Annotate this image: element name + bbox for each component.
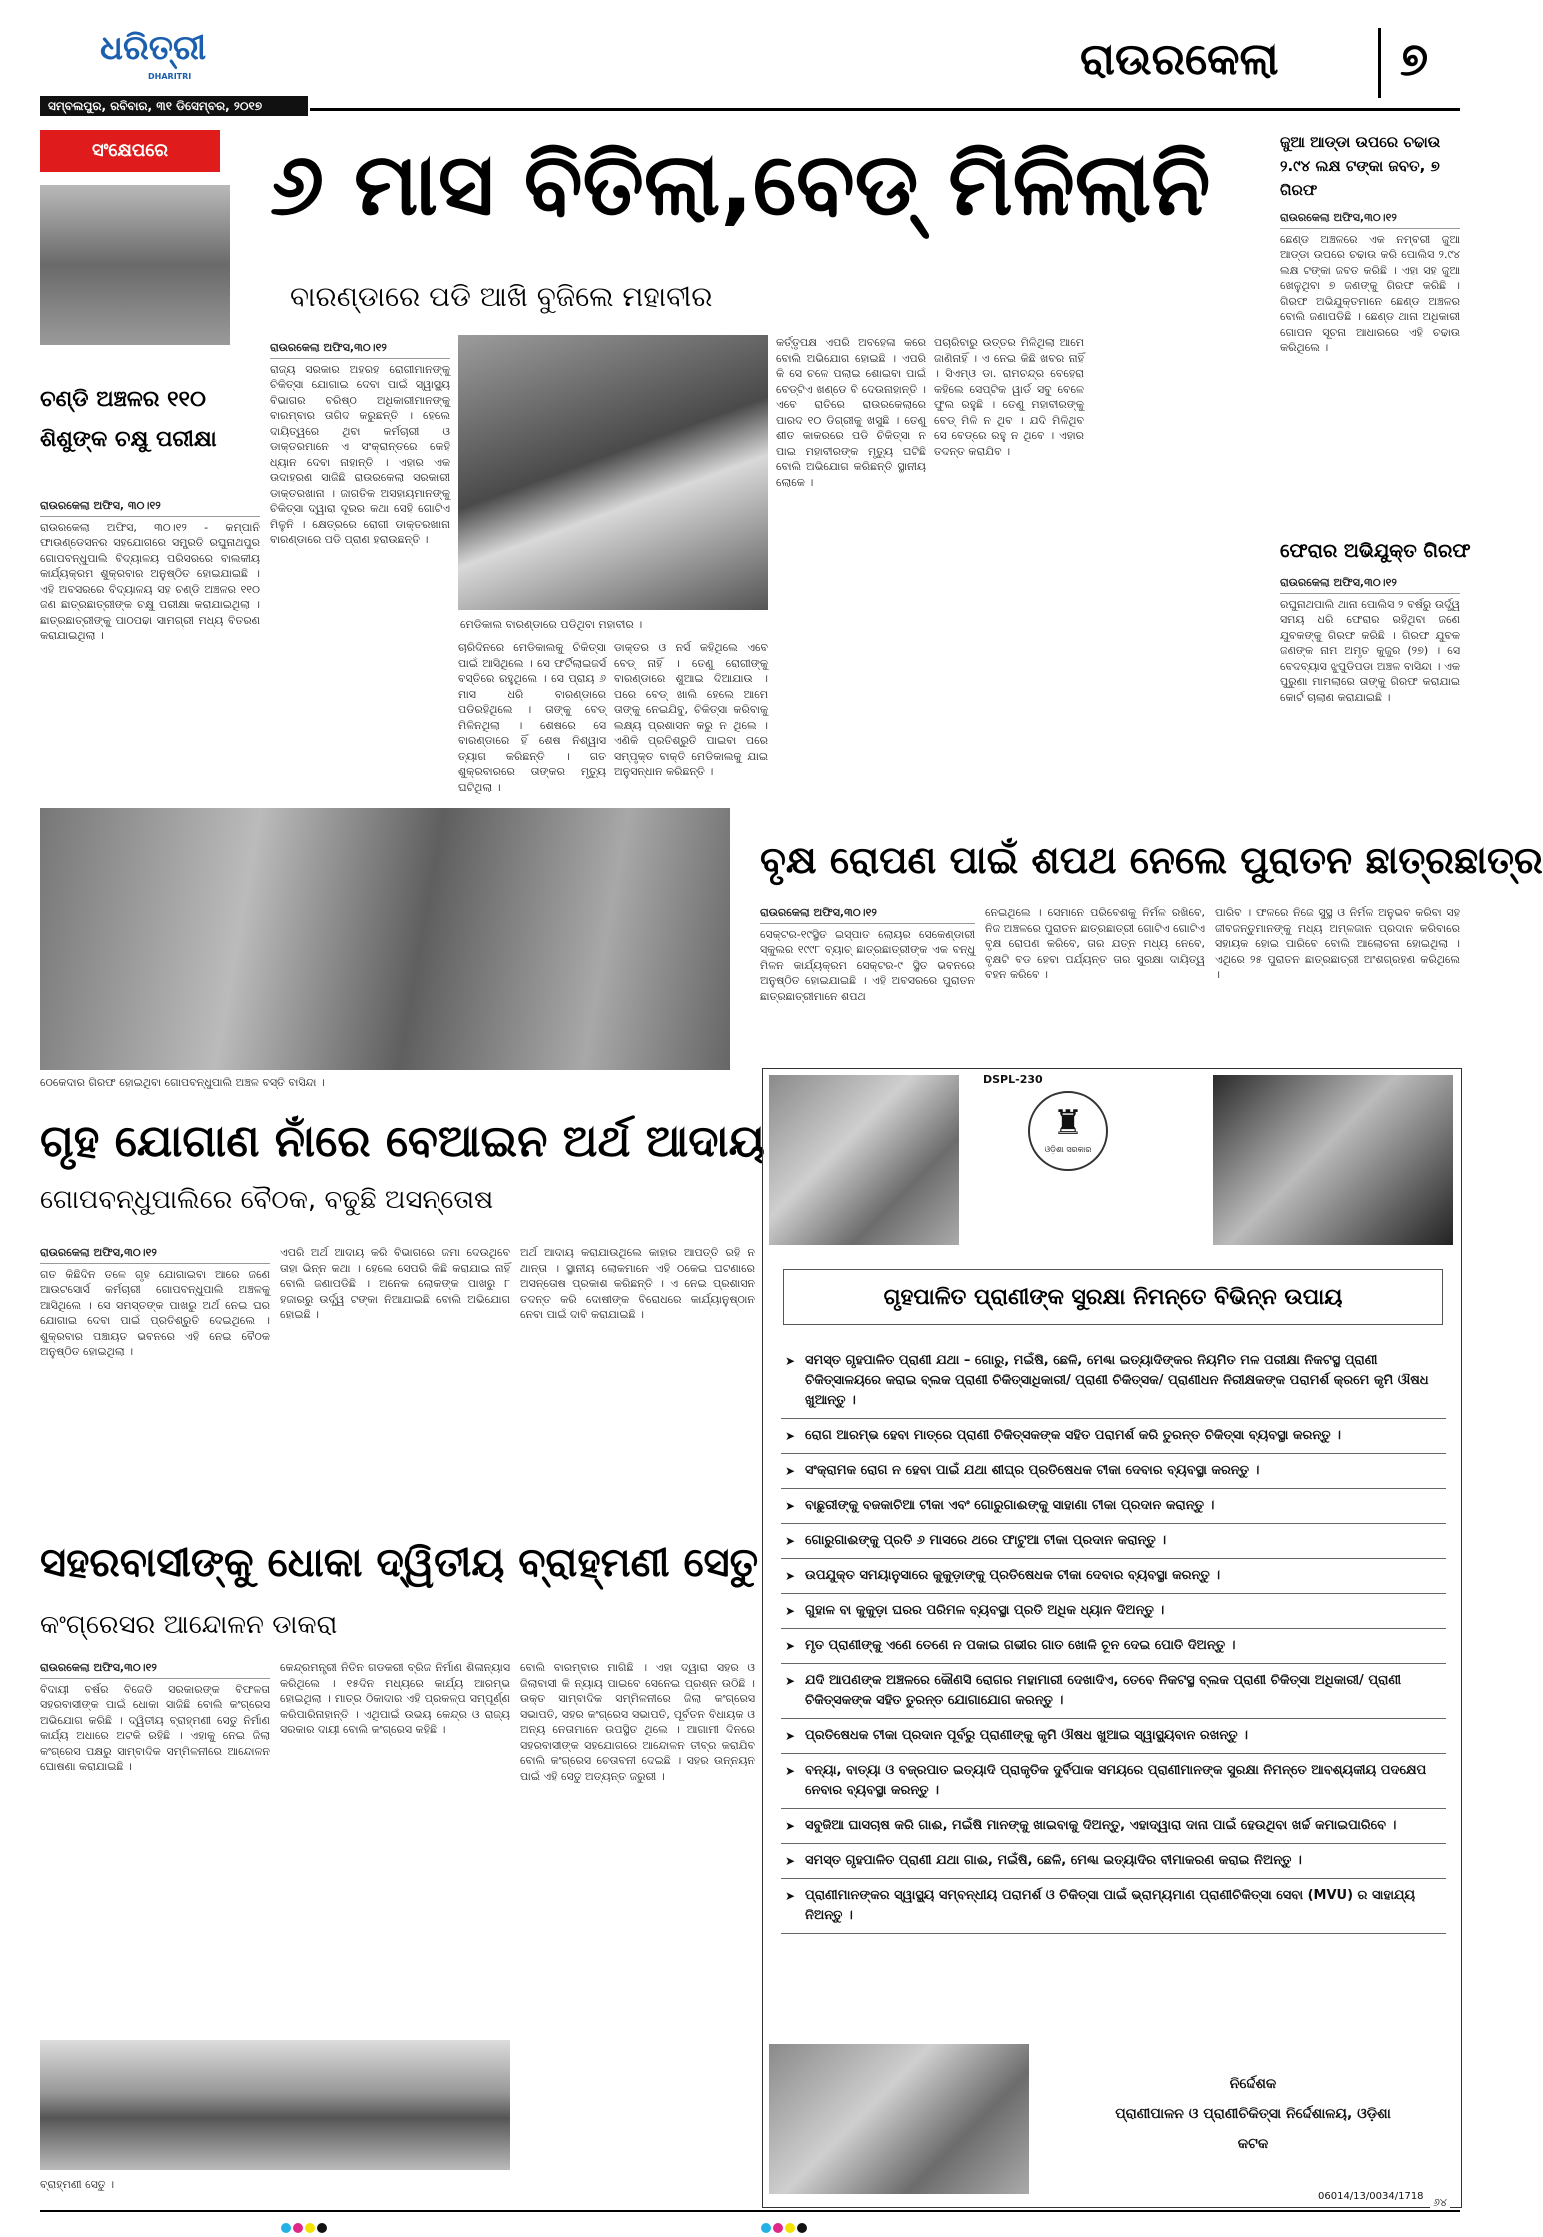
ad-item: ➤ ସବୁଜିଆ ଘାସଚାଷ କରି ଗାଈ, ମଇଁଷି ମାନଙ୍କୁ ଖାଇବାକୁ ଦିଅନ୍ତୁ, ଏହାଦ୍ୱାରା ଦାନା ପାଇଁ ହେଉଥିବା ଖର୍ଚ୍ଚ କମାଇପାରିବେ । [781, 1809, 1446, 1844]
section-title: ରାଉରକେଲା [1080, 34, 1279, 85]
bridge-photo [40, 2040, 510, 2170]
dateline-bar: ସମ୍ବଲପୁର, ରବିବାର, ୩୧ ଡିସେମ୍ବର, ୨୦୧୭ [40, 96, 308, 116]
ad-item: ➤ ସମସ୍ତ ଗୃହପାଳିତ ପ୍ରାଣୀ ଯଥା – ଗୋରୁ, ମଇଁଷି, ଛେଳି, ମେଣ୍ଢା ଇତ୍ୟାଦିଙ୍କର ନିୟମିତ ମଳ ପରୀକ୍ଷା ନିକଟସ୍ଥ ପ୍ରାଣୀ ଚିକିତ୍ସାଳୟରେ କରାଇ ବ୍ଲକ ପ୍ରାଣୀ ଚିକିତ୍ସାଧିକାରୀ/ ପ୍ରାଣୀ ଚିକିତ୍ସକ/ ପ୍ରାଣୀଧନ ନିରୀକ୍ଷକଙ୍କ ପରାମର୍ଶ କ୍ରମେ କୃମି ଔଷଧ ଖୁଆନ୍ତୁ । [781, 1344, 1446, 1419]
lead-col-3 [614, 640, 768, 778]
tree-col-2 [985, 905, 1205, 1060]
footer-page-number: ୬୪ [1430, 2196, 1450, 2210]
tree-col-1 [760, 905, 975, 1060]
tree-col3-text: ପାରିବ । ଫଳରେ ନିଜେ ସୁସ୍ଥ ଓ ନିର୍ମଳ ଅନୁଭବ କରିବା ସହ ଜୀବଜନ୍ତୁମାନଙ୍କୁ ମଧ୍ୟ ଅମ୍ଳଜାନ ପ୍ରଦାନ କରିବାରେ ସହାୟକ ହୋଇ ପାରିବେ ବୋଲି ଆଲୋଚନା ହୋଇଥିଲା । ଏଥିରେ ୨୫ ପୁରାତନ ଛାତ୍ରଛାତ୍ରୀ ଅଂଶଗ୍ରହଣ କରିଥିଲେ । [1215, 906, 1460, 981]
ad-item: ➤ ଗୋରୁଗାଈଙ୍କୁ ପ୍ରତି ୬ ମାସରେ ଥରେ ଫାଟୁଆ ଟୀକା ପ୍ରଦାନ କରାନ୍ତୁ । [781, 1524, 1446, 1559]
bridge-subhead: କଂଗ୍ରେସର ଆନ୍ଦୋଳନ ଡାକରା [40, 1610, 338, 1640]
ad-goats-photo [769, 1075, 959, 1245]
logo-text: ଧରିତ୍ରୀ [100, 28, 207, 68]
ad-ref: 06014/13/0034/1718 [1318, 2191, 1424, 2202]
ad-cow-photo [1213, 1075, 1453, 1245]
lead-photo [458, 335, 768, 610]
ad-list [781, 1344, 1446, 1934]
group-photo-caption: ଠେକେଦାର ଗିରଫ ହୋଇଥିବା ଗୋପବନ୍ଧୁପାଲି ଅଞ୍ଚଳ ବସ୍ତି ବାସିନ୍ଦା । [40, 1076, 325, 1089]
ad-item: ➤ ପ୍ରାଣୀମାନଙ୍କର ସ୍ୱାସ୍ଥ୍ୟ ସମ୍ବନ୍ଧୀୟ ପରାମର୍ଶ ଓ ଚିକିତ୍ସା ପାଇଁ ଭ୍ରାମ୍ୟମାଣ ପ୍ରାଣୀଚିକିତ୍ସା ସେବା (MVU) ର ସାହାଯ୍ୟ ନିଅନ୍ତୁ । [781, 1879, 1446, 1934]
registration-marks [280, 2218, 1280, 2232]
lead-photo-caption: ମେଡିକାଲ ବାରଣ୍ଡାରେ ପଡିଥିବା ମହାବୀର । [460, 618, 643, 631]
brief1-body [40, 498, 260, 768]
ad-item: ➤ ମୃତ ପ୍ରାଣୀଙ୍କୁ ଏଣେ ତେଣେ ନ ପକାଇ ଗଭୀର ଗାତ ଖୋଳି ଚୂନ ଦେଇ ପୋତି ଦିଅନ୍ତୁ । [781, 1629, 1446, 1664]
masthead [40, 28, 1460, 118]
brief3-text: ରଘୁନାଥପାଲି ଥାନା ପୋଲିସ ୨ ବର୍ଷରୁ ଉର୍ଦ୍ଧ୍ୱ ସମୟ ଧରି ଫେରାର ରହିଥିବା ଜଣେ ଯୁବକଙ୍କୁ ଗିରଫ କରିଛି । ଗିରଫ ଯୁବକ ଜଣଙ୍କ ନାମ ଅମୃତ କୁଜୁର (୨୭) । ସେ ବେଦବ୍ୟାସ ଝୁପୁଡିପଡା ଅଞ୍ଚଳ ବାସିନ୍ଦା । ଏକ ପୁରୁଣା ମାମଲାରେ ତାଙ୍କୁ ଗିରଫ କରାଯାଇ କୋର୍ଟ ଚାଲାଣ କରାଯାଇଛି । [1280, 597, 1460, 704]
housing-col2-text: ଏପରି ଅର୍ଥ ଆଦାୟ କରି ବିଭାଗରେ ଜମା ଦେଉଥିବେ ତାହା ଭିନ୍ନ କଥା । ହେଲେ ସେପରି କିଛି କରାଯାଇ ନାହିଁ ବୋଲି ଜଣାପଡିଛି । ଅନେକ ଲୋକଙ୍କ ପାଖରୁ ୮ ହଜାରରୁ ଉର୍ଦ୍ଧ୍ୱ ଟଙ୍କା ନିଆଯାଇଛି ବୋଲି ଅଭିଯୋଗ ହୋଇଛି । [280, 1246, 510, 1321]
housing-subhead: ଗୋପବନ୍ଧୁପାଲିରେ ବୈଠକ, ବଢୁଛି ଅସନ୍ତୋଷ [40, 1185, 494, 1215]
briefs-label: ସଂକ୍ଷେପରେ [40, 130, 220, 172]
bridge-photo-caption: ବ୍ରାହ୍ମଣୀ ସେତୁ । [40, 2178, 115, 2191]
lead-col-2 [458, 640, 606, 794]
footer-rule [40, 2210, 1460, 2212]
brief2-headline: ଜୁଆ ଆଡ୍ଡା ଉପରେ ଚଢାଉ ୨.୯୪ ଲକ୍ଷ ଟଙ୍କା ଜବତ, ୭ ଗିରଫ [1280, 133, 1441, 199]
tree-headline: ବୃକ୍ଷ ରୋପଣ ପାଇଁ ଶପଥ ନେଲେ ପୁରାତନ ଛାତ୍ରଛାତ୍ର [760, 838, 1543, 882]
logo-sub: DHARITRI [148, 72, 192, 81]
cmyk-cyan-mark [761, 2223, 771, 2233]
brief3-headline: ଫେରାର ଅଭିଯୁକ୍ତ ଗିରଫ [1280, 540, 1471, 562]
ad-item: ➤ ଉପଯୁକ୍ତ ସମୟାନୁସାରେ କୁକୁଡ଼ାଙ୍କୁ ପ୍ରତିଷେଧକ ଟୀକା ଦେବାର ବ୍ୟବସ୍ଥା କରନ୍ତୁ । [781, 1559, 1446, 1594]
lead-col-1 [270, 340, 450, 770]
ad-footer-role: ନିର୍ଦ୍ଦେଶକ [1229, 2076, 1277, 2092]
lead-headline: ୬ ମାସ ବିତିଲା,ବେଡ୍ ମିଳିଲାନି [270, 135, 1211, 235]
ad-item: ➤ ସଂକ୍ରାମକ ରୋଗ ନ ହେବା ପାଇଁ ଯଥା ଶୀଘ୍ର ପ୍ରତିଷେଧକ ଟୀକା ଦେବାର ବ୍ୟବସ୍ଥା କରନ୍ତୁ । [781, 1454, 1446, 1489]
lead-col-4 [776, 335, 926, 770]
housing-col-2 [280, 1245, 510, 1510]
bridge-col-2 [280, 1660, 510, 2030]
bridge-col1-text: ବିଦାୟୀ ବର୍ଷର ବିଜେଡି ସରକାରଙ୍କ ବିଫଳତା ସହରବାସୀଙ୍କ ପାଇଁ ଧୋକା ସାଜିଛି ବୋଲି କଂଗ୍ରେସ ଅଭିଯୋଗ କରିଛି । ଦ୍ୱିତୀୟ ବ୍ରାହ୍ମଣୀ ସେତୁ ନିର୍ମାଣ କାର୍ଯ୍ୟ ଅଧାରେ ଅଟକି ରହିଛି । ଏହାକୁ ନେଇ ଜିଲା କଂଗ୍ରେସ ପକ୍ଷରୁ ସାମ୍ବାଦିକ ସମ୍ମିଳନୀରେ ଆନ୍ଦୋଳନ ଘୋଷଣା କରାଯାଇଛି । [40, 1682, 270, 1773]
lead-dateline: ରାଉରକେଲା ଅଫିସ,୩୦।୧୨ [270, 340, 450, 359]
ad-mvu-photo [769, 2044, 1029, 2194]
housing-col3-text: ଅର୍ଥ ଆଦାୟ କରାଯାଉଥିଲେ କାହାର ଆପତ୍ତି ରହି ନ ଥାନ୍ତା । ସ୍ଥାନୀୟ ଲୋକମାନେ ଏହି ଠକେଇ ଘଟଣାରେ ଅସନ୍ତୋଷ ପ୍ରକାଶ କରିଛନ୍ତି । ଏ ନେଇ ପ୍ରଶାସନ ତଦନ୍ତ କରି ଦୋଷୀଙ୍କ ବିରୋଧରେ କାର୍ଯ୍ୟାନୁଷ୍ଠାନ ନେବା ପାଇଁ ଦାବି କରାଯାଇଛି । [520, 1246, 755, 1321]
cmyk-yellow-mark [305, 2223, 315, 2233]
lead-col4-text: କର୍ତ୍ତୃପକ୍ଷ ଏପରି ଅବହେଳା କରେ ବୋଲି ଅଭିଯୋଗ ହୋଇଛି । ଏପରି କି ସେ ଚଳେ ପଲାଇ ଶୋଇବା ପାଇଁ ବେଡ୍‌ଟିଏ ଖଣ୍ଡେ ବି ଦେଉନାହାନ୍ତି । ଏବେ ରାତିରେ ରାଉରକେଲାରେ ପାରଦ ୧୦ ଡିଗ୍ରୀକୁ ଖସୁଛି । ତେଣୁ ଶୀତ କାକରରେ ପଡି ଚିକିତ୍ସା ନ ପାଇ ମହାବୀରଙ୍କ ମୃତ୍ୟୁ ଘଟିଛି ବୋଲି ଅଭିଯୋଗ କରିଛନ୍ତି ସ୍ଥାନୀୟ ଲୋକେ । [776, 336, 926, 489]
logo [100, 28, 240, 81]
ad-item: ➤ ରୋଗ ଆରମ୍ଭ ହେବା ମାତ୍ରେ ପ୍ରାଣୀ ଚିକିତ୍ସକଙ୍କ ସହିତ ପରାମର୍ଶ କରି ତୁରନ୍ତ ଚିକିତ୍ସା ବ୍ୟବସ୍ଥା କରନ୍ତୁ । [781, 1419, 1446, 1454]
group-photo [40, 808, 730, 1070]
lead-col5-text: ପଚାରିବାରୁ ଉତ୍ତର ମିଳିଥିଲା ଆମେ ଜାଣିନାହିଁ । ଏ ନେଇ କିଛି ଖବର ନାହିଁ । ସିଏମ୍‌ଓ ଡା. ରାମଚନ୍ଦ୍ର ବେହେରା କହିଲେ ସେପ୍ଟିକ ୱାର୍ଡ ସବୁ ବେଳେ ଫୁଲ ରହୁଛି । ତେଣୁ ମହାବୀରଙ୍କୁ ବେଡ୍ ମିଳି ନ ଥିବ । ଯଦି ମିଳିଥିବ ସେ ବେଡ୍‌ରେ ରହୁ ନ ଥିବେ । ଏହାର ତଦନ୍ତ କରାଯିବ । [934, 336, 1084, 458]
housing-headline: ଗୃହ ଯୋଗାଣ ନାଁରେ ବେଆଇନ ଅର୍ଥ ଆଦାୟ [40, 1116, 765, 1167]
ad-code: DSPL-230 [983, 1073, 1043, 1086]
ad-emblem-label: ଓଡ଼ିଶା ସରକାର [1044, 1145, 1092, 1154]
children-photo [40, 185, 230, 345]
ad-footer [1053, 2069, 1453, 2159]
ad-item: ➤ ସମସ୍ତ ଗୃହପାଳିତ ପ୍ରାଣୀ ଯଥା ଗାଈ, ମଇଁଷି, ଛେଳି, ମେଣ୍ଢା ଇତ୍ୟାଦିର ବୀମାକରଣ କରାଇ ନିଅନ୍ତୁ । [781, 1844, 1446, 1879]
brief3-body [1280, 575, 1460, 770]
tree-col1-text: ସେକ୍ଟର-୧୯ସ୍ଥିତ ଇସ୍ପାତ ଲୋୟର ସେକେଣ୍ଡାରୀ ସ୍କୁଲର ୧୯୯୮ ବ୍ୟାଚ୍ ଛାତ୍ରଛାତ୍ରୀଙ୍କ ଏକ ବନ୍ଧୁ ମିଳନ କାର୍ଯ୍ୟକ୍ରମ ସେକ୍ଟର-୯ ସ୍ଥିତ ଭବନରେ ଅନୁଷ୍ଠିତ ହୋଇଯାଇଛି । ଏହି ଅବସରରେ ପୁରାତନ ଛାତ୍ରଛାତ୍ରୀମାନେ ଶପଥ [760, 927, 975, 1003]
cmyk-cyan-mark [281, 2223, 291, 2233]
ad-footer-office: ପ୍ରାଣୀପାଳନ ଓ ପ୍ରାଣୀଚିକିତ୍ସା ନିର୍ଦ୍ଦେଶାଳୟ, ଓଡ଼ିଶା [1115, 2106, 1391, 2122]
lead-col2-text: ଚାରିଦିନରେ ମେଡିକାଲକୁ ଚିକିତ୍ସା ପାଇଁ ଆସିଥିଲେ । ସେ ଫର୍ଟିଲାଇଜର୍ସ ବସ୍ତିରେ ରହୁଥିଲେ । ସେ ପ୍ରାୟ ୬ ମାସ ଧରି ବାରଣ୍ଡାରେ ପଡିରହିଥିଲେ । ତାଙ୍କୁ ବେଡ୍ ମିଳିନଥିଲା । ଶେଷରେ ସେ ବାରଣ୍ଡାରେ ହିଁ ଶେଷ ନିଶ୍ୱାସ ତ୍ୟାଗ କରିଛନ୍ତି । ଗତ ଶୁକ୍ରବାରରେ ତାଙ୍କର ମୃତ୍ୟୁ ଘଟିଥିଲା । [458, 641, 606, 794]
ad-emblem [1028, 1091, 1108, 1171]
bridge-col2-text: କେନ୍ଦ୍ରମନ୍ତ୍ରୀ ନିତିନ ଗଡକରୀ ବ୍ରିଜ ନିର୍ମାଣ ଶିଳାନ୍ୟାସ କରିଥିଲେ । ୧୫ଦିନ ମଧ୍ୟରେ କାର୍ଯ୍ୟ ଆରମ୍ଭ ହୋଇଥିଲା । ମାତ୍ର ଠିକାଦାର ଏହି ପ୍ରକଳ୍ପ ସମ୍ପୂର୍ଣ୍ଣ କରିପାରିନାହାନ୍ତି । ଏଥିପାଇଁ ଉଭୟ କେନ୍ଦ୍ର ଓ ରାଜ୍ୟ ସରକାର ଦାୟୀ ବୋଲି କଂଗ୍ରେସ କହିଛି । [280, 1661, 510, 1736]
cmyk-yellow-mark [785, 2223, 795, 2233]
lead-subhead: ବାରଣ୍ଡାରେ ପଡି ଆଖି ବୁଜିଲେ ମହାବୀର [290, 280, 713, 313]
brief2-body [1280, 210, 1460, 530]
bridge-headline: ସହରବାସୀଙ୍କୁ ଧୋକା ଦ୍ୱିତୀୟ ବ୍ରାହ୍ମଣୀ ସେତୁ [40, 1540, 759, 1586]
brief1-headline: ଚଣ୍ଡି ଅଞ୍ଚଳର ୧୧୦ ଶିଶୁଙ୍କ ଚକ୍ଷୁ ପରୀକ୍ଷା [40, 387, 217, 452]
cmyk-magenta-mark [773, 2223, 783, 2233]
lion-emblem-icon: ♜ [1052, 1103, 1084, 1143]
bridge-col3-text: ବୋଲି ବାରମ୍ବାର ମାଗିଛି । ଏହା ଦ୍ୱାରା ସହର ଓ ଜିଲାବାସୀ କି ନ୍ୟାୟ ପାଇବେ ସେନେଇ ପ୍ରଶ୍ନ ଉଠିଛି । ଉକ୍ତ ସାମ୍ବାଦିକ ସମ୍ମିଳନୀରେ ଜିଲା କଂଗ୍ରେସ ସଭାପତି, ସହର କଂଗ୍ରେସ ସଭାପତି, ପୂର୍ବତନ ବିଧାୟକ ଓ ଅନ୍ୟ ନେତାମାନେ ଉପସ୍ଥିତ ଥିଲେ । ଆଗାମୀ ଦିନରେ ସହରବାସୀଙ୍କ ସହଯୋଗରେ ଆନ୍ଦୋଳନ ତୀବ୍ର କରାଯିବ ବୋଲି କଂଗ୍ରେସ ଚେତାବନୀ ଦେଇଛି । ସହର ଉନ୍ନୟନ ପାଇଁ ଏହି ସେତୁ ଅତ୍ୟନ୍ତ ଜରୁରୀ । [520, 1661, 755, 1783]
lead-col3-text: ଡାକ୍ତର ଓ ନର୍ସ କହିଥିଲେ ଏବେ ବେଡ୍ ନାହିଁ । ତେଣୁ ରୋଗୀଙ୍କୁ ବାରଣ୍ଡାରେ ଶୁଆଇ ଦିଆଯାଉ । ପରେ ବେଡ୍ ଖାଲି ହେଲେ ଆମେ ତାଙ୍କୁ ନେଇଯିବୁ, ଚିକିତ୍ସା କରିବାକୁ ଲକ୍ଷ୍ୟ ପ୍ରଶାସନ କରୁ ନ ଥିଲେ । ଏଣିକି ପ୍ରତିଶ୍ରୁତି ପାଇବା ପରେ ସମ୍ପୃକ୍ତ ବାକ୍ତି ମେଡିକାଲକୁ ଯାଇ ଅନୁସନ୍ଧାନ କରିଛନ୍ତି । [614, 641, 768, 778]
ad-item: ➤ ଯଦି ଆପଣଙ୍କ ଅଞ୍ଚଳରେ କୌଣସି ରୋଗର ମହାମାରୀ ଦେଖାଦିଏ, ତେବେ ନିକଟସ୍ଥ ବ୍ଲକ ପ୍ରାଣୀ ଚିକିତ୍ସା ଅଧିକାରୀ/ ପ୍ରାଣୀ ଚିକିତ୍ସକଙ୍କ ସହିତ ତୁରନ୍ତ ଯୋଗାଯୋଗ କରନ୍ତୁ । [781, 1664, 1446, 1719]
masthead-divider [1378, 28, 1381, 98]
ad-item: ➤ ଗୁହାଳ ବା କୁକୁଡ଼ା ଘରର ପରିମଳ ବ୍ୟବସ୍ଥା ପ୍ରତି ଅଧିକ ଧ୍ୟାନ ଦିଅନ୍ତୁ । [781, 1594, 1446, 1629]
ad-item: ➤ ବନ୍ୟା, ବାତ୍ୟା ଓ ବଜ୍ରପାତ ଇତ୍ୟାଦି ପ୍ରାକୃତିକ ଦୁର୍ବିପାକ ସମୟରେ ପ୍ରାଣୀମାନଙ୍କ ସୁରକ୍ଷା ନିମନ୍ତେ ଆବଶ୍ୟକୀୟ ପଦକ୍ଷେପ ନେବାର ବ୍ୟବସ୍ଥା କରନ୍ତୁ । [781, 1754, 1446, 1809]
cmyk-black-mark [797, 2223, 807, 2233]
tree-dateline: ରାଉରକେଲା ଅଫିସ,୩୦।୧୨ [760, 905, 975, 924]
cmyk-black-mark [317, 2223, 327, 2233]
cmyk-magenta-mark [293, 2223, 303, 2233]
ad-item: ➤ ବାଛୁରୀଙ୍କୁ ବଜକାଚିଆ ଟୀକା ଏବଂ ଗୋରୁଗାଈଙ୍କୁ ସାହାଣା ଟୀକା ପ୍ରଦାନ କରାନ୍ତୁ । [781, 1489, 1446, 1524]
tree-col-3 [1215, 905, 1460, 1060]
bridge-col-3 [520, 1660, 755, 2200]
page-number: ୭ [1400, 32, 1429, 86]
housing-dateline: ରାଉରକେଲା ଅଫିସ,୩୦।୧୨ [40, 1245, 270, 1264]
housing-col1-text: ଗତ କିଛିଦିନ ତଳେ ଗୃହ ଯୋଗାଇବା ଆରେ ଜଣେ ଆଉଟସୋର୍ସ କର୍ମଚାରୀ ଗୋପବନ୍ଧୁପାଲି ଅଞ୍ଚଳକୁ ଆସିଥିଲେ । ସେ ସମସ୍ତଙ୍କ ପାଖରୁ ଅର୍ଥ ନେଇ ଘର ଯୋଗାଇ ଦେବା ପାଇଁ ପ୍ରତିଶ୍ରୁତି ଦେଇଥିଲେ । ଶୁକ୍ରବାର ପଞ୍ଚାୟତ ଭବନରେ ଏହି ନେଇ ବୈଠକ ଅନୁଷ୍ଠିତ ହୋଇଥିଲା । [40, 1267, 270, 1358]
brief1-text: ରାଉରକେଲା ଅଫିସ, ୩୦।୧୨ - କମ୍ପାନି ଫାଉଣ୍ଡେସନର ସହଯୋଗରେ ସମ୍ପ୍ରତି ରଘୁନାଥପୁର ଗୋପବନ୍ଧୁପାଲି ବିଦ୍ୟାଳୟ ପରିସରରେ ବାଲକୀୟ କାର୍ଯ୍ୟକ୍ରମ ଶୁକ୍ରବାର ଅନୁଷ୍ଠିତ ହୋଇଯାଇଛି । ଏହି ଅବସରରେ ବିଦ୍ୟାଳୟ ସହ ଚଣ୍ଡି ଅଞ୍ଚଳର ୧୧୦ ଜଣ ଛାତ୍ରଛାତ୍ରୀଙ୍କ ଚକ୍ଷୁ ପରୀକ୍ଷା କରାଯାଇଥିଲା । ଛାତ୍ରଛାତ୍ରୀଙ୍କୁ ପାଠପଢା ସାମଗ୍ରୀ ମଧ୍ୟ ବିତରଣ କରାଯାଇଥିଲା । [40, 520, 260, 642]
lead-col-5 [934, 335, 1084, 770]
ad-footer-place: କଟକ [1237, 2136, 1269, 2152]
lead-col1-text: ରାଜ୍ୟ ସରକାର ଅହରହ ରୋଗୀମାନଙ୍କୁ ଚିକିତ୍ସା ଯୋଗାଇ ଦେବା ପାଇଁ ସ୍ୱାସ୍ଥ୍ୟ ବିଭାଗର ବରିଷ୍ଠ ଅଧିକାରୀମାନଙ୍କୁ ବାରମ୍ବାର ତାଗିଦ କରୁଛନ୍ତି । ହେଲେ ଦାୟିତ୍ୱରେ ଥିବା କର୍ମଚାରୀ ଓ ଡାକ୍ତରମାନେ ଏ ସଂକ୍ରାନ୍ତରେ କେହି ଧ୍ୟାନ ଦେବା ନାହାନ୍ତି । ଏହାର ଏକ ଉଦାହରଣ ସାଜିଛି ରାଉରକେଲା ସରକାରୀ ଡାକ୍ତରଖାନା । ଜାଗତିକ ଅସହାୟମାନଙ୍କୁ ଚିକିତ୍ସା ଦ୍ୱାରା ଦୂରର କଥା ସେହି ଗୋଟିଏ ମିଳୁନି । କ୍ଷେତ୍ରରେ ରୋଗୀ ଡାକ୍ତରଖାନା ବାରଣ୍ଡାରେ ପଡି ପ୍ରାଣ ହରାଉଛନ୍ତି । [270, 362, 450, 546]
brief1-dateline: ରାଉରକେଲା ଅଫିସ, ୩୦।୧୨ [40, 498, 260, 517]
tree-col2-text: ନେଇଥିଲେ । ସେମାନେ ପରିବେଶକୁ ନିର୍ମଳ ରଖିବେ, ନିଜ ଅଞ୍ଚଳରେ ପୁରାତନ ଛାତ୍ରଛାତ୍ରୀ ଗୋଟିଏ ଗୋଟିଏ ବୃକ୍ଷ ରୋପଣ କରିବେ, ତାର ଯତ୍ନ ମଧ୍ୟ ନେବେ, ବୃକ୍ଷଟି ବଡ ହେବା ପର୍ଯ୍ୟନ୍ତ ତାର ସୁରକ୍ଷା ଦାୟିତ୍ୱ ବହନ କରିବେ । [985, 906, 1205, 981]
bridge-dateline: ରାଉରକେଲା ଅଫିସ,୩୦।୧୨ [40, 1660, 270, 1679]
brief2-text: ଛେଣ୍ଡ ଅଞ୍ଚଳରେ ଏକ ନମ୍ବରୀ ଜୁଆ ଆଡ୍ଡା ଉପରେ ଚଢାଉ କରି ପୋଲିସ ୨.୯୪ ଲକ୍ଷ ଟଙ୍କା ଜବତ କରିଛି । ଏହା ସହ ଜୁଆ ଖେଳୁଥିବା ୭ ଜଣଙ୍କୁ ଗିରଫ କରିଛି । ଗିରଫ ଅଭିଯୁକ୍ତମାନେ ଛେଣ୍ଡ ଅଞ୍ଚଳର ବୋଲି ଜଣାପଡିଛି । ଛେଣ୍ଡ ଥାନା ଅଧିକାରୀ ଗୋପନ ସୂଚନା ଆଧାରରେ ଏହି ଚଢାଉ କରିଥିଲେ । [1280, 232, 1460, 354]
livestock-advertisement [762, 1068, 1462, 2208]
brief2-dateline: ରାଉରକେଲା ଅଫିସ,୩୦।୧୨ [1280, 210, 1460, 229]
ad-title: ଗୃହପାଳିତ ପ୍ରାଣୀଙ୍କ ସୁରକ୍ଷା ନିମନ୍ତେ ବିଭିନ୍ନ ଉପାୟ [783, 1269, 1443, 1325]
housing-col-1 [40, 1245, 270, 1510]
bridge-col-1 [40, 1660, 270, 2030]
housing-col-3 [520, 1245, 755, 1510]
brief3-dateline: ରାଉରକେଲା ଅଫିସ,୩୦।୧୨ [1280, 575, 1460, 594]
masthead-rule [310, 108, 1460, 111]
ad-item: ➤ ପ୍ରତିଷେଧକ ଟୀକା ପ୍ରଦାନ ପୂର୍ବରୁ ପ୍ରାଣୀଙ୍କୁ କୃମି ଔଷଧ ଖୁଆଇ ସ୍ୱାସ୍ଥ୍ୟବାନ ରଖନ୍ତୁ । [781, 1719, 1446, 1754]
